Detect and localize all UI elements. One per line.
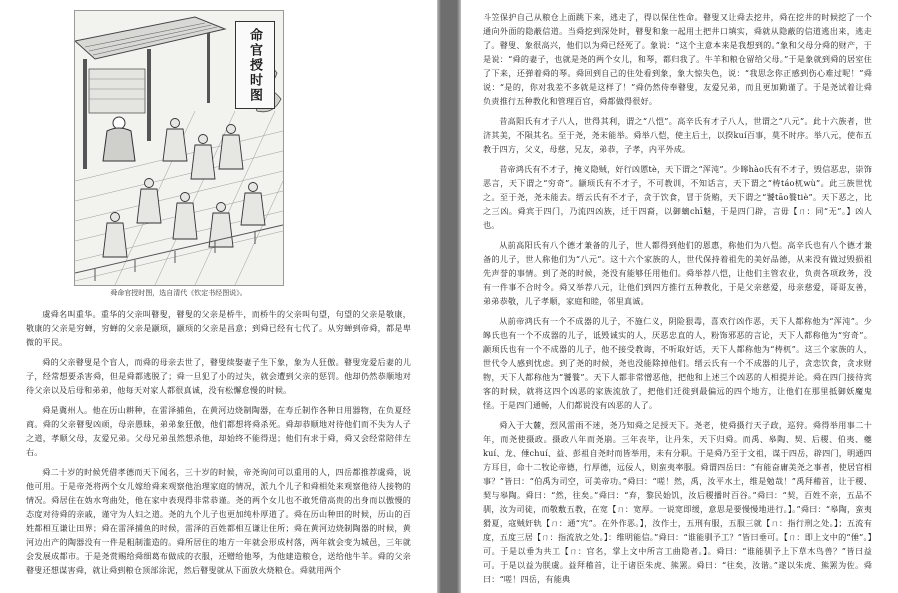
paragraph: 从前高阳氏有八个德才兼备的儿子，世人都得到他们的恩惠，称他们为八恺。高辛氏也有八个德才兼备的儿子，世人称他们为“八元”。这十六个家族的人，世代保持着祖先的美好品德，从来没有做过毁损祖先声誉的事情。到了尧的时候，尧没有能够任用他们。舜举荐八恺，让他们主管农业，负责各项政务，没有一件事不合时令。舜又举荐八元，让他们到四方推行五种教化，于是父亲慈爱，母亲慈爱，哥哥友善，弟弟恭敬，儿子孝顺，家庭和睦，邻里真诚。 <box>483 240 872 306</box>
figure-caption: 舜命官授时图，选自清代《钦定书经图说》。 <box>110 289 247 297</box>
paragraph: 昔帝鸿氏有不才子，掩义隐贼，好行凶慝tè，天下谓之“浑沌”。少皞hào氏有不才子，毁信恶忠，崇饰恶言，天下谓之“穷奇”。颛顼氏有不才子，不可教训，不知话言，天下谓之“梼táo杌wù”。此三族世忧之。至于尧，尧未能去。缙云氏有不才子，贪于饮食，冒于货贿，天下谓之“饕tāo餮tiè”。天下恶之，比之三凶。舜宾于四门，乃流四凶族，迁于四裔，以御螭chī魅，于是四门辟，言毋【ㄇ：同“无”。】凶人也。 <box>483 164 872 230</box>
paragraph: 斗笠保护自己从粮仓上面跳下来，逃走了，得以保住性命。瞽叟又让舜去挖井，舜在挖井的时候挖了一个通向外面的隐蔽信道。当舜挖到深处时，瞽叟和象一起用土把井口填实，舜就从隐蔽的信道逃出来，逃走了。瞽叟、象很高兴，他们以为舜已经死了。象说：“这个主意本来是我想到的。”象和父母分舜的财产，于是说：“舜的妻子，也就是尧的两个女儿，和琴，都归我了。牛羊和粮仓留给父母。”于是象就到舜的居室住了下来，还弹着舜的琴。舜回到自己的住处看到象，象大惊失色，说：“我思念你正感到伤心难过呢！”舜说：“是的，你对我差不多就是这样了！”舜仍然侍奉瞽叟，友爱兄弟，而且更加勤谨了。于是尧试着让舜负责推行五种教化和管理百官，舜都做得很好。 <box>483 12 872 106</box>
paragraph: 舜的父亲瞽叟是个盲人，而舜的母亲去世了，瞽叟续娶妻子生下象，象为人狂傲。瞽叟宠爱后妻的儿子，经常想要杀害舜，但是舜都逃脱了；舜一旦犯了小的过失，就会遭到父亲的惩罚。他却仍然恭顺地对待父亲以及后母和弟弟，他每天对家人都很真诚，没有松懈怠慢的时候。 <box>26 357 411 396</box>
illustration-figure <box>74 10 284 297</box>
illustration-title: 命官授时图 <box>235 21 275 109</box>
paragraph: 虞舜名叫重华。重华的父亲叫瞽叟，瞽叟的父亲是桥牛，而桥牛的父亲叫句望，句望的父亲是敬康，敬康的父亲是穷蝉，穷蝉的父亲是颛顼，颛顼的父亲是昌意；到舜已经有七代了。从穷蝉到帝舜，都是卑微的平民。 <box>26 309 411 348</box>
paragraph: 舜二十岁的时候凭借孝德而天下闻名，三十岁的时候，帝尧询问可以重用的人，四岳都推荐虞舜，说他可用。于是帝尧将两个女儿嫁给舜来观察他治理家庭的情况，派九个儿子和舜相处来观察他待人接物的情况。舜居住在妫水弯曲处，他在家中表现得非常恭谨。尧的两个女儿也不敢凭借高贵的出身而以傲慢的态度对待舜的亲戚，谨守为人妇之道。尧的九个儿子也更加纯朴厚道了。舜在历山种田的时候，历山的百姓都相互谦让田界；舜在雷泽捕鱼的时候，雷泽的百姓都相互谦让住所；舜在黄河边烧制陶器的时候，黄河边出产的陶器没有一件是粗制滥造的。舜所居住的地方一年就会形成村落，两年就会变为城邑，三年就会发展成都市。于是尧赏赐给舜细葛布做成的衣服，还赠给他琴，为他建造粮仓，送给他牛羊。舜的父亲瞽叟还想谋害舜，就让舜到粮仓顶部涂泥，然后瞽叟就从下面放火烧粮仓。舜就用两个 <box>26 467 411 576</box>
page-gutter <box>437 0 461 593</box>
left-page <box>0 0 437 593</box>
page-edge-shadow <box>437 0 441 593</box>
paragraph: 从前帝鸿氏有一个不成器的儿子，不施仁义，阴险狠毒，喜欢行凶作恶，天下人都称他为“浑沌”。少皞氏也有一个不成器的儿子，诋毁诚实的人，厌恶忠直的人，粉饰邪恶的言论，天下人都称他为“穷奇”。颛顼氏也有一个不成器的儿子，他不接受教诲，不听取好话，天下人都称他为“梼杌”。这三个家族的人，世代令人感到忧虑。到了尧的时候，尧也没能除掉他们。缙云氏有一个不成器的儿子，贪恋饮食，贪求财物，天下人都称他为“饕餮”。天下人都非常憎恶他，把他和上述三个凶恶的人相提并论。舜在四门接待宾客的时候，就将这四个凶恶的家族流放了，把他们迁徙到最偏远的四个地方，让他们在那里抵御妖魔鬼怪。于是四门通畅，人们都说没有凶恶的人了。 <box>483 316 872 410</box>
paragraph: 舜入于大麓，烈风雷雨不迷，尧乃知舜之足授天下。尧老，使舜摄行天子政，巡狩。舜得举用事二十年，而尧使摄政。摄政八年而尧崩。三年丧毕，让丹朱，天下归舜。而禹、皋陶、契、后稷、伯夷、夔kuí、龙、倕chuí、益、彭祖自尧时而皆举用，未有分职。于是舜乃至于文祖，谋于四岳，辟四门，明通四方耳目，命十二牧论帝德，行厚德，远佞人，则蛮夷率服。舜谓四岳曰：“有能奋庸美尧之事者，使居官相事？”皆曰：“伯禹为司空，可美帝功。”舜曰：“嗟！然，禹，汝平水土，维是勉哉！”禹拜稽首，让于稷、契与皋陶。舜曰：“然，往矣。”舜曰：“弃，黎民始饥，汝后稷播时百谷。”舜曰：“契，百姓不亲，五品不驯，汝为司徒，而敬敷五教，在宽【ㄇ：宽厚。一说宽即缓，意思是要慢慢地进行。】。”舜曰：“皋陶，蛮夷猾夏，寇贼奸轨【ㄇ：通“宄”。在外作恶。】，汝作士，五刑有服，五服三就【ㄇ：指行刑之处。】；五流有度，五度三居【ㄇ：指流放之处。】：维明能信。”舜曰：“谁能驯予工？”皆曰垂可。【ㄇ：即上文中的“倕”。】可。于是以垂为共工【ㄇ：官名，掌上文中所言工曲隐者。】。舜曰：“谁能驯予上下草木鸟兽？”皆曰益可。于是以益为朕虞。益拜稽首，让于诸臣朱虎、熊罴。舜曰：“往矣，汝谐。”遂以朱虎、熊罴为佐。舜曰：“嗟！四岳，有能典 <box>483 420 872 584</box>
right-page <box>461 0 898 593</box>
woodblock-illustration <box>74 10 284 286</box>
paragraph: 昔高阳氏有才子八人，世得其利，谓之“八恺”。高辛氏有才子八人，世谓之“八元”。此十六族者，世济其美，不陨其名。至于尧，尧未能举。舜举八恺，使主后土，以揆kuí百事，莫不时序。举八元，使布五教于四方，父义，母慈，兄友，弟恭，子孝，内平外成。 <box>483 116 872 154</box>
paragraph: 舜是冀州人。他在历山耕种，在雷泽捕鱼，在黄河边烧制陶器，在寿丘制作各种日用器物，在负夏经商。舜的父亲瞽叟凶顽，母亲愚昧，弟弟象狂傲，他们都想将舜杀死。舜却恭顺地对待他们而不失为人子之道，孝顺父母，友爱兄弟。父母兄弟虽然想杀他，却始终不能得逞；他们有求于舜，舜又会经常陪伴左右。 <box>26 405 411 458</box>
